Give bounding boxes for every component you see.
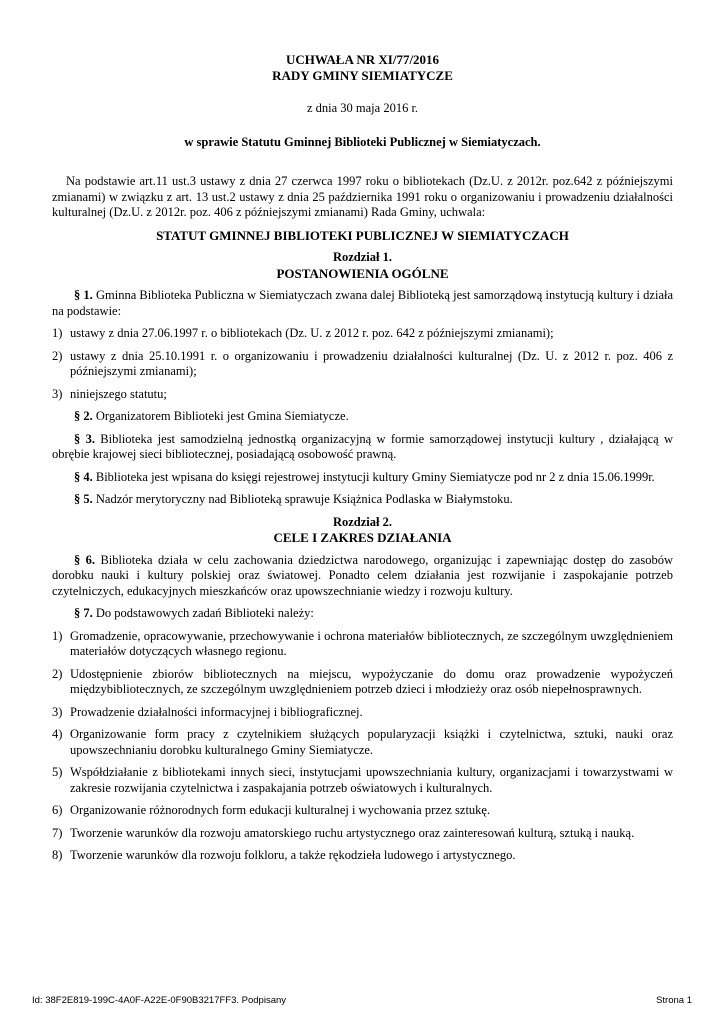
list-item-label: 2)	[52, 348, 63, 363]
paragraph-number: § 6.	[74, 552, 96, 567]
paragraph-text: Biblioteka jest samodzielną jednostką organizacyjną w formie samorządowej instytucji kultury , działającą w obrębie krajowej sieci bibliotecznej, posiadającą osobowość prawną.	[52, 431, 674, 461]
paragraph-text: Nadzór merytoryczny nad Biblioteką sprawuje Książnica Podlaska w Białymstoku.	[95, 492, 513, 506]
list-item	[52, 803, 673, 819]
list-item-label: 3)	[52, 386, 63, 401]
list-item	[52, 387, 673, 403]
list-item-label: 1)	[52, 326, 63, 340]
list-item	[52, 826, 673, 842]
list-item-text: Organizowanie form pracy z czytelnikiem służących popularyzacji książki i czytelnictwa, sztuki, nauki oraz upowszechnianiu dorobku kulturalnego Gminy Siemiatycze.	[70, 727, 673, 757]
list-item-text: ustawy z dnia 25.10.1991 r. o organizowaniu i prowadzeniu działalności kulturalnej (Dz. U. z 2012 r. poz. 406 z późniejszymi zmianami);	[70, 348, 673, 378]
paragraph-1	[52, 288, 673, 319]
paragraph-text: Biblioteka działa w celu zachowania dziedzictwa narodowego, organizując i zapewniając dostęp do zasobów dorobku nauki i kultury polskiej oraz światowej. Ponadto celem działania jest rozwijanie i zaspokajanie potrzeb czytelniczych, edukacyjnych mieszkańców oraz upowszechnianie wiedzy i rozwoju kultury.	[52, 552, 673, 598]
council-name: RADY GMINY SIEMIATYCZE	[272, 67, 453, 83]
resolution-date: z dnia 30 maja 2016 r.	[306, 101, 419, 115]
list-item-text: niniejszego statutu;	[70, 386, 167, 401]
chapter-1-name: POSTANOWIENIA OGÓLNE	[276, 265, 449, 281]
list-item	[52, 705, 673, 721]
list-item	[52, 765, 673, 796]
list-item-label: 8)	[52, 848, 63, 862]
list-item	[52, 727, 673, 758]
paragraph-6	[52, 553, 673, 600]
preamble: Na podstawie art.11 ust.3 ustawy z dnia 27 czerwca 1997 roku o bibliotekach (Dz.U. z 2012r. poz.642 z późniejszymi zmianami) w związku z art. 13 ust.2 ustawy z dnia 25 października 1991 roku o organizowaniu i prowadzeniu działalności kulturalnej (Dz.U. z 2012r. poz. 406 z późniejszymi zmianami) Rada Gminy, uchwala:	[52, 174, 673, 219]
list-item-text: Tworzenie warunków dla rozwoju amatorskiego ruchu artystycznego oraz zainteresowań kulturą, sztuką i nauką.	[70, 825, 635, 840]
paragraph-2	[52, 409, 673, 425]
list-item-text: Tworzenie warunków dla rozwoju folkloru, a także rękodzieła ludowego i artystycznego.	[70, 848, 516, 862]
list-item-text: ustawy z dnia 27.06.1997 r. o bibliotekach (Dz. U. z 2012 r. poz. 642 z późniejszymi zmianami);	[70, 326, 554, 340]
page-number: Strona 1	[656, 995, 692, 1006]
list-item-label: 4)	[52, 727, 63, 741]
paragraph-number: § 7.	[74, 606, 93, 620]
statute-title: STATUT GMINNEJ BIBLIOTEKI PUBLICZNEJ W SIEMIATYCZACH	[156, 227, 569, 243]
list-item-text: Udostępnienie zbiorów bibliotecznych na miejscu, wypożyczanie do domu oraz prowadzenie wypożyczeń międzybibliotecznych, ze szczególnym uwzględnieniem potrzeb dzieci i młodzieży oraz osób niepełnosprawnych.	[70, 666, 673, 696]
list-item-text: Gromadzenie, opracowywanie, przechowywanie i ochrona materiałów bibliotecznych, ze szczególnym uwzględnieniem materiałów dotyczących własnego regionu.	[70, 628, 673, 658]
resolution-subject: w sprawie Statutu Gminnej Biblioteki Publicznej w Siemiatyczach.	[184, 134, 541, 149]
document-body	[52, 52, 673, 864]
paragraph-number: § 2.	[74, 409, 93, 423]
paragraph-5	[52, 492, 673, 508]
paragraph-3	[52, 432, 673, 463]
list-item-label: 6)	[52, 803, 63, 817]
list-item-label: 1)	[52, 628, 63, 643]
list-item-text: Współdziałanie z bibliotekami innych sieci, instytucjami upowszechniania kultury, organizacjami i towarzystwami w zakresie rozwijania czytelnictwa i zaspakajania potrzeb oświatowych i kulturalnych.	[70, 765, 673, 795]
chapter-2-label: Rozdział 2.	[332, 514, 393, 529]
chapter-1-label: Rozdział 1.	[332, 250, 393, 264]
paragraph-number: § 5.	[74, 492, 93, 506]
list-item-text: Organizowanie różnorodnych form edukacji kulturalnej i wychowania przez sztukę.	[70, 803, 491, 817]
paragraph-number: § 1.	[74, 288, 93, 302]
list-item	[52, 326, 673, 342]
paragraph-text: Biblioteka jest wpisana do księgi rejestrowej instytucji kultury Gminy Siemiatycze pod nr 2 z dnia 15.06.1999r.	[95, 469, 655, 484]
paragraph-text: Do podstawowych zadań Biblioteki należy:	[95, 606, 314, 620]
list-item-label: 7)	[52, 825, 63, 840]
page-footer	[32, 995, 692, 1007]
paragraph-text: Gminna Biblioteka Publiczna w Siemiatyczach zwana dalej Biblioteką jest samorządową instytucją kultury i działa na podstawie:	[52, 288, 674, 318]
paragraph-text: Organizatorem Biblioteki jest Gmina Siemiatycze.	[95, 409, 349, 423]
paragraph-7	[52, 606, 673, 622]
resolution-number: UCHWAŁA NR XI/77/2016	[285, 52, 440, 67]
paragraph-number: § 4.	[74, 469, 93, 484]
list-item-text: Prowadzenie działalności informacyjnej i bibliograficznej.	[70, 704, 363, 719]
list-item-label: 2)	[52, 666, 63, 681]
list-item-label: 5)	[52, 765, 63, 779]
paragraph-number: § 3.	[74, 431, 95, 446]
chapter-2-name: CELE I ZAKRES DZIAŁANIA	[273, 530, 452, 545]
document-id: Id: 38F2E819-199C-4A0F-A22E-0F90B3217FF3. Podpisany	[32, 995, 287, 1006]
list-item	[52, 629, 673, 660]
list-item	[52, 848, 673, 864]
paragraph-4	[52, 470, 673, 486]
list-item-label: 3)	[52, 704, 63, 719]
list-item	[52, 349, 673, 380]
list-item	[52, 667, 673, 698]
